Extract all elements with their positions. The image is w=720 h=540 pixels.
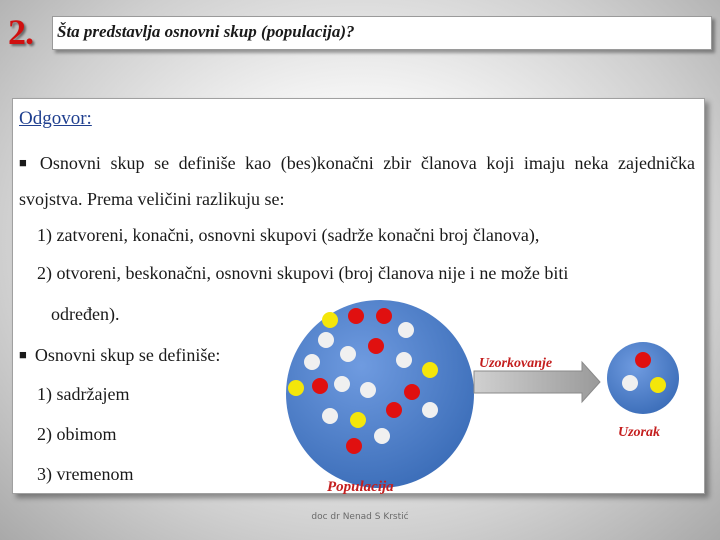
population-circle <box>286 300 474 488</box>
criteria-item-content: 1) sadržajem <box>37 384 130 404</box>
population-member-dot <box>312 378 328 394</box>
sample-member-dot <box>650 377 666 393</box>
population-member-dot <box>304 354 320 370</box>
population-label: Populacija <box>327 479 394 495</box>
sample-label: Uzorak <box>618 425 661 440</box>
sampling-label: Uzorkovanje <box>479 356 553 371</box>
population-member-dot <box>318 332 334 348</box>
population-member-dot <box>386 402 402 418</box>
sample-member-dot <box>635 352 651 368</box>
sample-member-dot <box>622 375 638 391</box>
slide-number: 2. <box>8 12 33 52</box>
list-item-closed-sets: 1) zatvoreni, konačni, osnovni skupovi (sadrže konačni broj članova), <box>37 225 540 245</box>
population-member-dot <box>360 382 376 398</box>
population-member-dot <box>374 428 390 444</box>
square-bullet-icon: ■ <box>19 155 32 170</box>
population-member-dot <box>288 380 304 396</box>
population-member-dot <box>322 408 338 424</box>
square-bullet-icon: ■ <box>19 347 27 362</box>
population-member-dot <box>350 412 366 428</box>
population-member-dot <box>404 384 420 400</box>
list-item-open-sets-continued: određen). <box>51 304 120 324</box>
population-member-dot <box>396 352 412 368</box>
population-member-dot <box>398 322 414 338</box>
criteria-item-time: 3) vremenom <box>37 464 134 484</box>
population-member-dot <box>322 312 338 328</box>
population-member-dot <box>340 346 356 362</box>
population-member-dot <box>346 438 362 454</box>
question-text: Šta predstavlja osnovni skup (populacija)? <box>57 22 355 41</box>
population-member-dot <box>376 308 392 324</box>
population-member-dot <box>422 362 438 378</box>
criteria-item-size: 2) obimom <box>37 424 117 444</box>
answer-label: Odgovor: <box>19 108 92 129</box>
population-member-dot <box>368 338 384 354</box>
list-item-open-sets: 2) otvoreni, beskonačni, osnovni skupovi (broj članova nije i ne može biti <box>37 263 569 283</box>
footer-author: doc dr Nenad S Krstić <box>311 512 409 522</box>
criteria-text: Osnovni skup se definiše: <box>34 345 221 365</box>
population-member-dot <box>348 308 364 324</box>
population-member-dot <box>334 376 350 392</box>
population-member-dot <box>422 402 438 418</box>
definition-text: Osnovni skup se definiše kao (bes)konačni zbir članova koji imaju neka zajednička svojstva. Prema veličini razlikuju se: <box>19 153 695 209</box>
